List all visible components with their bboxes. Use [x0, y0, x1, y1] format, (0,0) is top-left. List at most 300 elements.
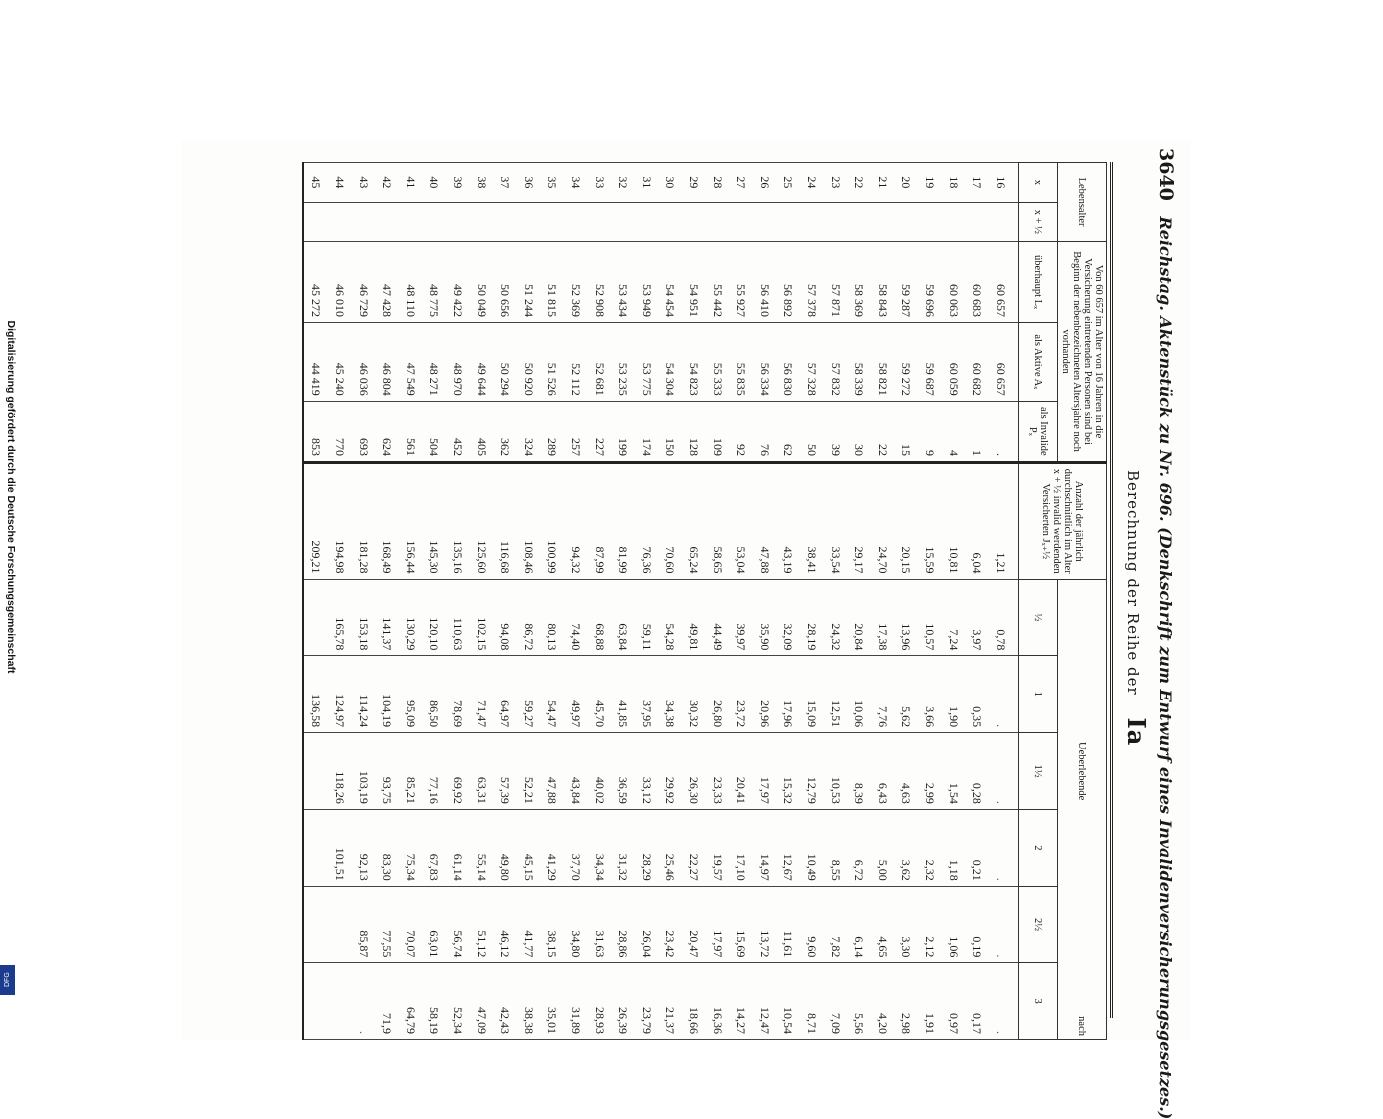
- top-rule: [1110, 162, 1113, 1018]
- active-cell: 45 240: [328, 322, 352, 401]
- table-row: [375, 163, 399, 1040]
- invalid-rate-cell: 24,70: [870, 463, 894, 580]
- survivor-duration-cell: 37,70: [564, 809, 588, 886]
- invalid-rate-cell: 168,49: [375, 463, 399, 580]
- table-row: [446, 163, 470, 1040]
- survivor-duration-cell: 56,74: [446, 886, 470, 963]
- survivor-duration-cell: 4,65: [870, 886, 894, 963]
- survivor-duration-cell: 63,01: [422, 886, 446, 963]
- active-cell: 46 804: [375, 322, 399, 401]
- survivor-duration-cell: 28,86: [611, 886, 635, 963]
- invalid-rate-cell: 76,36: [635, 463, 659, 580]
- survivors-cell: 54 454: [658, 242, 682, 323]
- survivor-duration-cell: 41,77: [517, 886, 541, 963]
- age-cell: 29: [682, 163, 706, 203]
- age-half-cell: [941, 202, 965, 241]
- invalid-rate-cell: 10,81: [941, 463, 965, 580]
- survivor-duration-cell: 0,19: [965, 886, 989, 963]
- table-header: [1019, 163, 1107, 1040]
- active-cell: 58 339: [847, 322, 871, 401]
- invalid-rate-cell: 108,46: [517, 463, 541, 580]
- survivor-duration-cell: 26,80: [705, 656, 729, 733]
- survivor-duration-cell: 8,71: [800, 963, 824, 1040]
- table-row: [351, 163, 375, 1040]
- survivors-cell: 59 287: [894, 242, 918, 323]
- active-cell: 56 334: [752, 322, 776, 401]
- survivors-cell: 55 927: [729, 242, 753, 323]
- invalid-cell: 770: [328, 401, 352, 462]
- survivor-duration-cell: 104,19: [375, 656, 399, 733]
- survivor-duration-cell: .: [351, 963, 375, 1040]
- survivor-duration-cell: 38,15: [540, 886, 564, 963]
- survivors-cell: 59 696: [918, 242, 942, 323]
- survivor-duration-cell: 13,96: [894, 579, 918, 656]
- survivor-duration-cell: 15,32: [776, 733, 800, 810]
- survivor-duration-cell: 17,38: [870, 579, 894, 656]
- survivor-duration-cell: 23,72: [729, 656, 753, 733]
- header-duration: 1½: [1019, 733, 1058, 810]
- header-nach: nach: [1058, 963, 1107, 1040]
- active-cell: 53 775: [635, 322, 659, 401]
- age-cell: 33: [587, 163, 611, 203]
- table-row: [941, 163, 965, 1040]
- active-cell: 47 549: [399, 322, 423, 401]
- survivor-duration-cell: 49,80: [493, 809, 517, 886]
- survivor-duration-cell: 136,58: [303, 656, 328, 733]
- survivor-duration-cell: 38,38: [517, 963, 541, 1040]
- invalid-rate-cell: 29,17: [847, 463, 871, 580]
- active-cell: 57 832: [823, 322, 847, 401]
- active-cell: 58 821: [870, 322, 894, 401]
- invalid-cell: 324: [517, 401, 541, 462]
- survivors-cell: 57 871: [823, 242, 847, 323]
- age-cell: 40: [422, 163, 446, 203]
- age-cell: 28: [705, 163, 729, 203]
- age-cell: 18: [941, 163, 965, 203]
- invalid-cell: 227: [587, 401, 611, 462]
- survivor-duration-cell: 85,87: [351, 886, 375, 963]
- survivor-duration-cell: 93,75: [375, 733, 399, 810]
- age-cell: 45: [303, 163, 328, 203]
- survivor-duration-cell: 5,56: [847, 963, 871, 1040]
- survivor-duration-cell: 67,83: [422, 809, 446, 886]
- survivor-duration-cell: 31,63: [587, 886, 611, 963]
- survivor-duration-cell: 20,96: [752, 656, 776, 733]
- active-cell: 50 920: [517, 322, 541, 401]
- age-cell: 43: [351, 163, 375, 203]
- age-cell: 39: [446, 163, 470, 203]
- section-title: Berechnung der Reihe der: [1124, 470, 1142, 696]
- survivor-duration-cell: .: [988, 656, 1018, 733]
- survivor-duration-cell: 7,76: [870, 656, 894, 733]
- survivor-duration-cell: 52,34: [446, 963, 470, 1040]
- age-half-cell: [540, 202, 564, 241]
- survivor-duration-cell: 28,93: [587, 963, 611, 1040]
- survivor-duration-cell: 71,47: [469, 656, 493, 733]
- survivors-cell: 48 110: [399, 242, 423, 323]
- header-duration: 2½: [1019, 886, 1058, 963]
- invalid-rate-cell: 181,28: [351, 463, 375, 580]
- age-half-cell: [375, 202, 399, 241]
- table-row: [540, 163, 564, 1040]
- survivor-duration-cell: 86,72: [517, 579, 541, 656]
- survivor-duration-cell: 74,40: [564, 579, 588, 656]
- survivor-duration-cell: 9,60: [800, 886, 824, 963]
- survivor-duration-cell: 10,53: [823, 733, 847, 810]
- survivor-duration-cell: 26,30: [682, 733, 706, 810]
- active-cell: 48 271: [422, 322, 446, 401]
- age-half-cell: [422, 202, 446, 241]
- table-row: [635, 163, 659, 1040]
- survivor-duration-cell: 4,20: [870, 963, 894, 1040]
- survivor-duration-cell: 0,35: [965, 656, 989, 733]
- invalid-cell: 39: [823, 401, 847, 462]
- age-cell: 44: [328, 163, 352, 203]
- survivors-cell: 53 949: [635, 242, 659, 323]
- active-cell: 55 835: [729, 322, 753, 401]
- survivor-duration-cell: 85,21: [399, 733, 423, 810]
- survivor-duration-cell: [303, 886, 328, 963]
- invalid-cell: 561: [399, 401, 423, 462]
- survivor-duration-cell: 61,14: [446, 809, 470, 886]
- header-duration: 1: [1019, 656, 1058, 733]
- invalid-rate-cell: 65,24: [682, 463, 706, 580]
- age-cell: 19: [918, 163, 942, 203]
- age-half-cell: [705, 202, 729, 241]
- survivor-duration-cell: 1,90: [941, 656, 965, 733]
- survivor-duration-cell: 21,37: [658, 963, 682, 1040]
- active-cell: 44 419: [303, 322, 328, 401]
- survivors-cell: 57 378: [800, 242, 824, 323]
- table-row: [965, 163, 989, 1040]
- survivor-duration-cell: 165,78: [328, 579, 352, 656]
- survivor-duration-cell: 19,57: [705, 809, 729, 886]
- age-cell: 26: [752, 163, 776, 203]
- invalid-cell: 853: [303, 401, 328, 462]
- survivor-duration-cell: 5,62: [894, 656, 918, 733]
- invalid-cell: 405: [469, 401, 493, 462]
- invalid-cell: 257: [564, 401, 588, 462]
- active-cell: 52 681: [587, 322, 611, 401]
- table-row: [705, 163, 729, 1040]
- survivor-duration-cell: 3,66: [918, 656, 942, 733]
- age-half-cell: [988, 202, 1018, 241]
- active-cell: 59 272: [894, 322, 918, 401]
- survivor-duration-cell: 71,9: [375, 963, 399, 1040]
- survivor-duration-cell: 34,34: [587, 809, 611, 886]
- survivors-cell: 53 434: [611, 242, 635, 323]
- invalid-cell: 199: [611, 401, 635, 462]
- table-row: [399, 163, 423, 1040]
- survivors-cell: 49 422: [446, 242, 470, 323]
- survivor-duration-cell: 31,89: [564, 963, 588, 1040]
- survivor-duration-cell: 31,32: [611, 809, 635, 886]
- survivor-duration-cell: [328, 886, 352, 963]
- survivor-duration-cell: 120,10: [422, 579, 446, 656]
- invalid-cell: 9: [918, 401, 942, 462]
- table-row: [918, 163, 942, 1040]
- survivor-duration-cell: 29,92: [658, 733, 682, 810]
- survivors-cell: 47 428: [375, 242, 399, 323]
- survivor-duration-cell: 22,27: [682, 809, 706, 886]
- age-half-cell: [847, 202, 871, 241]
- age-cell: 34: [564, 163, 588, 203]
- survivor-duration-cell: 8,55: [823, 809, 847, 886]
- dfg-sidebar-text: Digitalisierung gefördert durch die Deutsche Forschungsgemeinschaft: [5, 320, 17, 674]
- invalid-rate-cell: 156,44: [399, 463, 423, 580]
- survivors-cell: 52 369: [564, 242, 588, 323]
- age-half-cell: [870, 202, 894, 241]
- invalid-cell: 128: [682, 401, 706, 462]
- age-half-cell: [729, 202, 753, 241]
- survivors-cell: 51 244: [517, 242, 541, 323]
- invalid-rate-cell: 125,60: [469, 463, 493, 580]
- age-half-cell: [517, 202, 541, 241]
- survivor-duration-cell: 23,79: [635, 963, 659, 1040]
- active-cell: 46 036: [351, 322, 375, 401]
- survivor-duration-cell: 26,04: [635, 886, 659, 963]
- survivor-duration-cell: .: [988, 886, 1018, 963]
- survivor-duration-cell: 34,80: [564, 886, 588, 963]
- invalid-rate-cell: 116,68: [493, 463, 517, 580]
- survivor-duration-cell: 39,97: [729, 579, 753, 656]
- survivor-duration-cell: 54,28: [658, 579, 682, 656]
- section-title-tail: Ia: [1122, 717, 1151, 747]
- survivors-cell: 50 049: [469, 242, 493, 323]
- invalid-rate-cell: 135,16: [446, 463, 470, 580]
- survivor-duration-cell: 45,70: [587, 656, 611, 733]
- survivor-duration-cell: 54,47: [540, 656, 564, 733]
- header-P: als Invalide Pₓ: [1019, 401, 1058, 462]
- survivor-duration-cell: 63,84: [611, 579, 635, 656]
- survivor-duration-cell: 10,06: [847, 656, 871, 733]
- survivor-duration-cell: 2,98: [894, 963, 918, 1040]
- survivors-cell: 58 843: [870, 242, 894, 323]
- survivor-duration-cell: .: [988, 809, 1018, 886]
- invalid-cell: 452: [446, 401, 470, 462]
- survivor-duration-cell: 64,97: [493, 656, 517, 733]
- survivors-cell: 51 815: [540, 242, 564, 323]
- table-row: [422, 163, 446, 1040]
- invalid-cell: 289: [540, 401, 564, 462]
- survivor-duration-cell: 78,69: [446, 656, 470, 733]
- invalid-rate-cell: 33,54: [823, 463, 847, 580]
- survivor-duration-cell: 13,72: [752, 886, 776, 963]
- active-cell: 60 059: [941, 322, 965, 401]
- age-half-cell: [351, 202, 375, 241]
- active-cell: 54 304: [658, 322, 682, 401]
- invalid-rate-cell: 43,19: [776, 463, 800, 580]
- age-cell: 36: [517, 163, 541, 203]
- survivor-duration-cell: 59,27: [517, 656, 541, 733]
- active-cell: 56 830: [776, 322, 800, 401]
- age-cell: 22: [847, 163, 871, 203]
- survivor-duration-cell: 44,49: [705, 579, 729, 656]
- active-cell: 57 328: [800, 322, 824, 401]
- survivor-duration-cell: 7,82: [823, 886, 847, 963]
- table-row: [517, 163, 541, 1040]
- active-cell: 60 682: [965, 322, 989, 401]
- invalid-rate-cell: 94,32: [564, 463, 588, 580]
- survivor-duration-cell: 6,14: [847, 886, 871, 963]
- survivor-duration-cell: 12,47: [752, 963, 776, 1040]
- age-half-cell: [800, 202, 824, 241]
- invalid-cell: 92: [729, 401, 753, 462]
- survivor-duration-cell: 118,26: [328, 733, 352, 810]
- survivor-duration-cell: 77,16: [422, 733, 446, 810]
- survivors-cell: 56 892: [776, 242, 800, 323]
- header-duration: ½: [1019, 579, 1058, 656]
- survivor-duration-cell: 3,30: [894, 886, 918, 963]
- survivor-duration-cell: 0,78: [988, 579, 1018, 656]
- survivor-duration-cell: [303, 579, 328, 656]
- age-cell: 17: [965, 163, 989, 203]
- header-invalid-per-year: Anzahl der jährlich durchschnittlich im Alter x + ½ invalid werdenden Versicherten Jₓ₊½: [1019, 463, 1107, 580]
- invalid-cell: 504: [422, 401, 446, 462]
- mortality-table: [302, 162, 1107, 1040]
- survivor-duration-cell: 0,21: [965, 809, 989, 886]
- invalid-cell: 15: [894, 401, 918, 462]
- invalid-rate-cell: 145,30: [422, 463, 446, 580]
- survivor-duration-cell: 95,09: [399, 656, 423, 733]
- invalid-rate-cell: 194,98: [328, 463, 352, 580]
- survivor-duration-cell: 15,09: [800, 656, 824, 733]
- invalid-rate-cell: 209,21: [303, 463, 328, 580]
- survivor-duration-cell: 47,09: [469, 963, 493, 1040]
- survivor-duration-cell: 30,32: [682, 656, 706, 733]
- active-cell: 52 112: [564, 322, 588, 401]
- age-cell: 38: [469, 163, 493, 203]
- active-cell: 49 644: [469, 322, 493, 401]
- age-half-cell: [776, 202, 800, 241]
- invalid-rate-cell: 100,99: [540, 463, 564, 580]
- age-half-cell: [918, 202, 942, 241]
- survivor-duration-cell: .: [988, 733, 1018, 810]
- age-cell: 30: [658, 163, 682, 203]
- invalid-cell: 62: [776, 401, 800, 462]
- age-cell: 37: [493, 163, 517, 203]
- survivor-duration-cell: 32,09: [776, 579, 800, 656]
- survivor-duration-cell: 124,97: [328, 656, 352, 733]
- invalid-rate-cell: 47,88: [752, 463, 776, 580]
- survivor-duration-cell: 51,12: [469, 886, 493, 963]
- survivor-duration-cell: 153,18: [351, 579, 375, 656]
- table-body: [303, 163, 1018, 1040]
- survivors-cell: 60 683: [965, 242, 989, 323]
- survivor-duration-cell: 12,67: [776, 809, 800, 886]
- survivor-duration-cell: 6,72: [847, 809, 871, 886]
- survivors-cell: 50 656: [493, 242, 517, 323]
- survivors-cell: 58 369: [847, 242, 871, 323]
- invalid-cell: 1: [965, 401, 989, 462]
- survivors-cell: 54 951: [682, 242, 706, 323]
- survivor-duration-cell: 33,12: [635, 733, 659, 810]
- survivor-duration-cell: 103,19: [351, 733, 375, 810]
- header-duration: 3: [1019, 963, 1058, 1040]
- survivor-duration-cell: 15,69: [729, 886, 753, 963]
- invalid-cell: 174: [635, 401, 659, 462]
- page-number: 3640: [1155, 148, 1177, 201]
- survivor-duration-cell: 17,97: [752, 733, 776, 810]
- age-cell: 42: [375, 163, 399, 203]
- header-group-overall: Von 60 657 im Alter von 16 Jahren in die Versicherung eintretenden Personen sind bei Beginn der nebenbezeichneten Altersjahre noch vorhanden: [1058, 242, 1107, 463]
- survivor-duration-cell: 0,28: [965, 733, 989, 810]
- survivor-duration-cell: 59,11: [635, 579, 659, 656]
- survivor-duration-cell: 20,47: [682, 886, 706, 963]
- survivor-duration-cell: 49,97: [564, 656, 588, 733]
- invalid-cell: 22: [870, 401, 894, 462]
- age-cell: 16: [988, 163, 1018, 203]
- age-half-cell: [658, 202, 682, 241]
- survivor-duration-cell: 28,29: [635, 809, 659, 886]
- active-cell: 55 333: [705, 322, 729, 401]
- age-half-cell: [399, 202, 423, 241]
- survivor-duration-cell: 110,63: [446, 579, 470, 656]
- age-cell: 41: [399, 163, 423, 203]
- age-half-cell: [587, 202, 611, 241]
- survivor-duration-cell: 7,24: [941, 579, 965, 656]
- survivor-duration-cell: 64,79: [399, 963, 423, 1040]
- survivor-duration-cell: 14,97: [752, 809, 776, 886]
- survivor-duration-cell: 101,51: [328, 809, 352, 886]
- survivor-duration-cell: 69,92: [446, 733, 470, 810]
- survivor-duration-cell: 17,10: [729, 809, 753, 886]
- survivors-cell: 55 442: [705, 242, 729, 323]
- survivor-duration-cell: 40,02: [587, 733, 611, 810]
- age-cell: 27: [729, 163, 753, 203]
- age-half-cell: [823, 202, 847, 241]
- survivor-duration-cell: 45,15: [517, 809, 541, 886]
- survivor-duration-cell: 16,36: [705, 963, 729, 1040]
- invalid-rate-cell: 1,21: [988, 463, 1018, 580]
- table-row: [988, 163, 1018, 1040]
- age-half-cell: [303, 202, 328, 241]
- age-cell: 35: [540, 163, 564, 203]
- running-header: [1155, 148, 1177, 1119]
- survivor-duration-cell: 0,17: [965, 963, 989, 1040]
- survivor-duration-cell: 1,54: [941, 733, 965, 810]
- invalid-rate-cell: 6,04: [965, 463, 989, 580]
- survivor-duration-cell: 17,96: [776, 656, 800, 733]
- survivor-duration-cell: 11,61: [776, 886, 800, 963]
- survivor-duration-cell: [328, 963, 352, 1040]
- header-A: als Aktive Aₓ: [1019, 322, 1058, 401]
- survivor-duration-cell: 12,51: [823, 656, 847, 733]
- age-half-cell: [469, 202, 493, 241]
- invalid-cell: 362: [493, 401, 517, 462]
- survivor-duration-cell: 26,39: [611, 963, 635, 1040]
- survivor-duration-cell: 17,97: [705, 886, 729, 963]
- active-cell: 59 687: [918, 322, 942, 401]
- survivor-duration-cell: 0,97: [941, 963, 965, 1040]
- survivor-duration-cell: 57,39: [493, 733, 517, 810]
- survivor-duration-cell: 77,55: [375, 886, 399, 963]
- survivors-cell: 46 729: [351, 242, 375, 323]
- age-cell: 21: [870, 163, 894, 203]
- age-half-cell: [682, 202, 706, 241]
- active-cell: 60 657: [988, 322, 1018, 401]
- survivor-duration-cell: 86,50: [422, 656, 446, 733]
- survivor-duration-cell: 2,32: [918, 809, 942, 886]
- survivor-duration-cell: [303, 733, 328, 810]
- survivor-duration-cell: 14,27: [729, 963, 753, 1040]
- age-half-cell: [752, 202, 776, 241]
- age-cell: 23: [823, 163, 847, 203]
- header-x: x: [1019, 163, 1058, 203]
- header-duration: 2: [1019, 809, 1058, 886]
- survivor-duration-cell: 55,14: [469, 809, 493, 886]
- invalid-cell: .: [988, 401, 1018, 462]
